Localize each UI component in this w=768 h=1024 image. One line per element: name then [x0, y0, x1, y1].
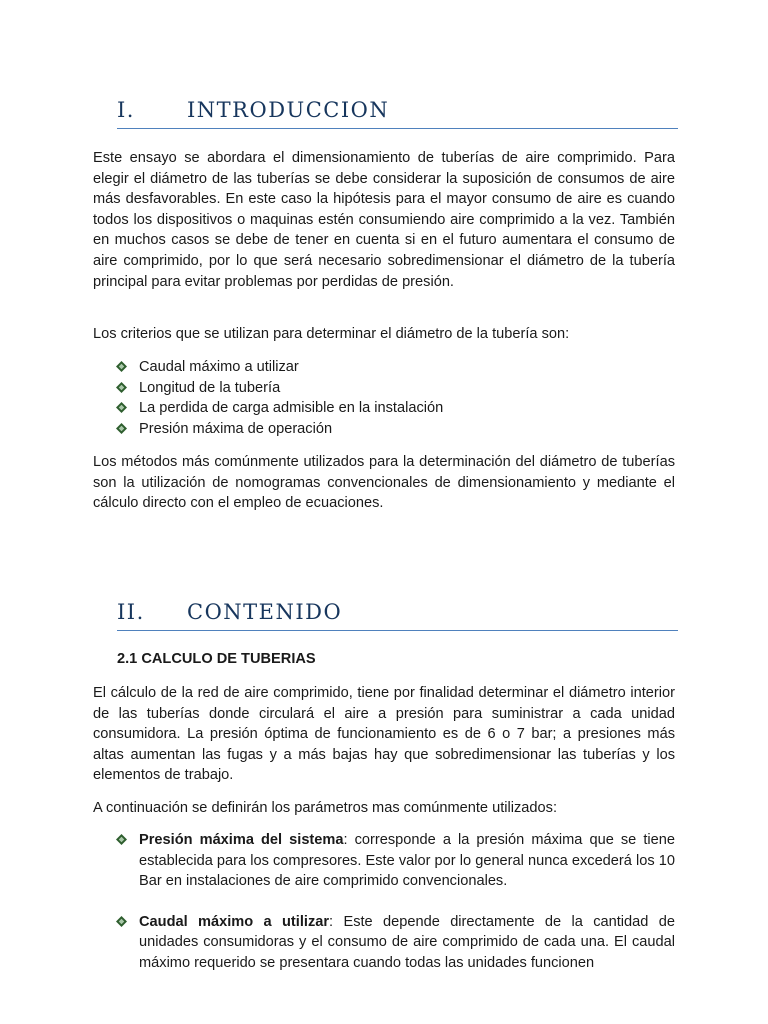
list-item [115, 912, 675, 974]
diamond-bullet-icon [116, 402, 127, 413]
diamond-bullet-icon [116, 382, 127, 393]
section-number: I. [117, 98, 135, 122]
section-title: INTRODUCCION [187, 98, 390, 122]
section-heading-introduccion [117, 96, 678, 129]
diamond-bullet-icon [116, 423, 127, 434]
section-number: II. [117, 600, 145, 624]
list-item: Caudal máximo a utilizar [115, 357, 675, 378]
diamond-bullet-icon [116, 361, 127, 372]
diamond-bullet-icon [116, 916, 127, 927]
methods-paragraph: Los métodos más comúnmente utilizados para la determinación del diámetro de tuberías son la utilización de nomogramas convencionales de dimensionamiento y mediante el cálculo directo con el empleo de ecuaciones. [93, 454, 675, 512]
criteria-intro-paragraph: Los criterios que se utilizan para determinar el diámetro de la tubería son: [93, 326, 570, 342]
parameters-list [115, 830, 675, 974]
parameter-term: Caudal máximo a utilizar [139, 913, 330, 930]
subheading: 2.1 CALCULO DE TUBERIAS [117, 651, 316, 667]
list-item [115, 830, 675, 892]
diamond-bullet-icon [116, 834, 127, 845]
parameter-term: Presión máxima del sistema [139, 832, 344, 848]
criteria-list [115, 357, 675, 439]
list-item: Longitud de la tubería [115, 378, 675, 399]
section-title: CONTENIDO [187, 600, 343, 624]
intro-paragraph: Este ensayo se abordara el dimensionamiento de tuberías de aire comprimido. Para elegir el diámetro de las tuberías se debe considerar la suposición de consumos de aire más desfavorables. En este caso la hipótesis para el mayor consumo de aire es cuando todos los dispositivos o maquinas estén consumiendo aire comprimido a la vez. También en muchos casos se debe de tener en cuenta si en el futuro aumentara el consumo de aire comprimido, por lo que será necesario sobredimensionar el diámetro de la tubería principal para evitar problemas por perdidas de presión. [93, 150, 675, 290]
parameter-text: : corresponde a la presión máxima que se tiene establecida para los compresores. Este valor por lo general nunca excederá los 10 Bar en instalaciones de aire comprimido convencionales. [139, 832, 676, 890]
parameters-intro-paragraph: A continuación se definirán los parámetros mas comúnmente utilizados: [93, 800, 557, 816]
calculation-paragraph: El cálculo de la red de aire comprimido, tiene por finalidad determinar el diámetro interior de las tuberías donde circulará el aire a presión para suministrar a cada unidad consumidora. La presión óptima de funcionamiento es de 6 o 7 bar; a presiones más altas aumentan las fugas y a más bajas hay que sobredimensionar las tuberías y los elementos de trabajo. [93, 685, 675, 784]
section-heading-contenido [117, 598, 678, 631]
list-item: Presión máxima de operación [115, 419, 675, 440]
list-item: La perdida de carga admisible en la instalación [115, 398, 675, 419]
parameter-text: : Este depende directamente de la cantidad de unidades consumidoras y el consumo de aire comprimido de cada una. El caudal máximo requerido se presentara cuando todas las unidades funcionen [139, 913, 675, 971]
